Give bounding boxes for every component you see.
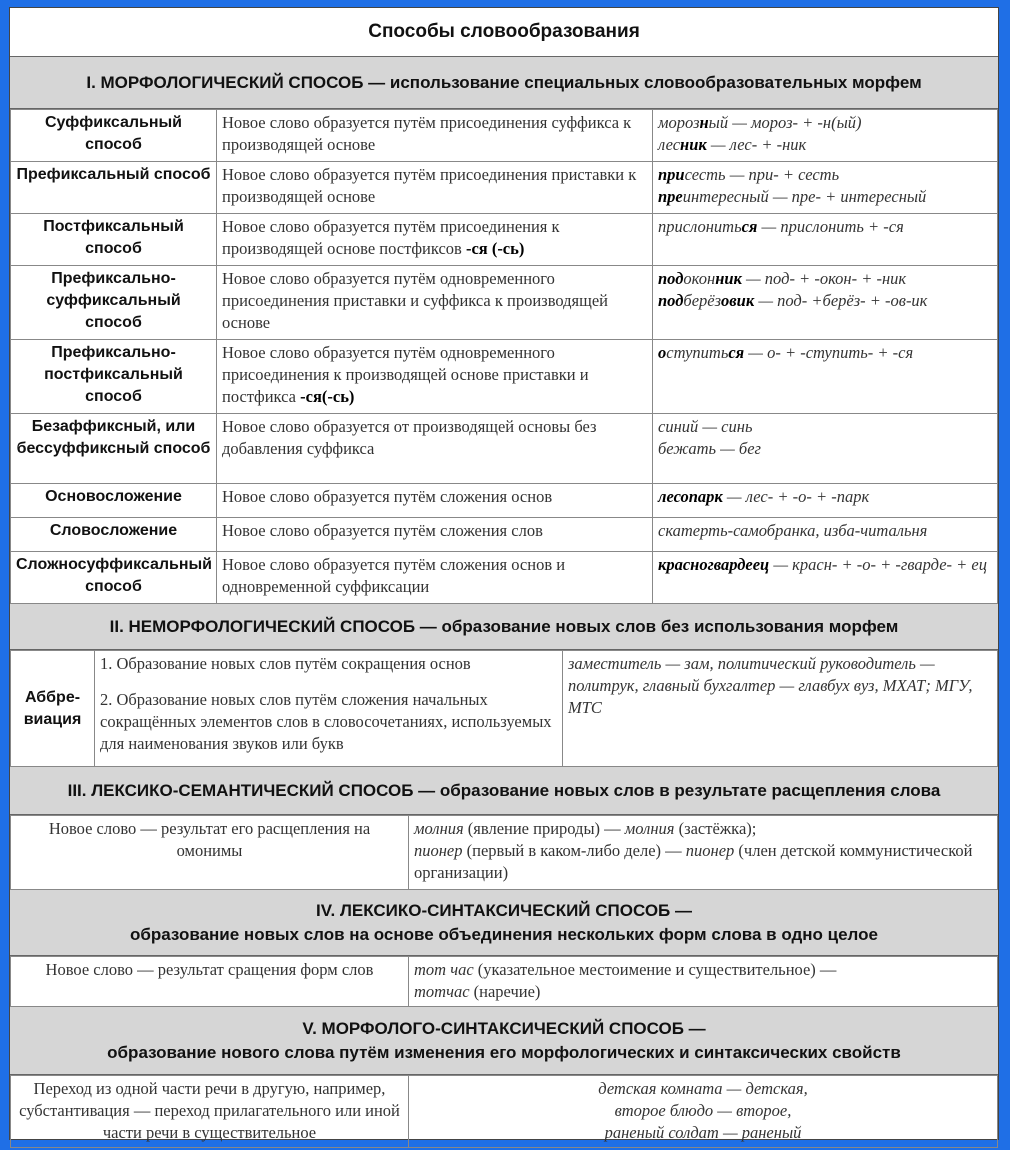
section-3-heading <box>10 767 998 815</box>
section-4-heading-line1: IV. ЛЕКСИКО-СИНТАКСИЧЕСКИЙ СПОСОБ — <box>316 900 692 920</box>
method-description: Новое слово — результат сращения форм слов <box>11 957 409 1007</box>
section-1-heading-bold: I. МОРФОЛОГИЧЕСКИЙ СПОСОБ <box>86 72 364 92</box>
method-example: морозный — мороз- + -н(ый) лесник — лес- + -ник <box>653 110 998 162</box>
method-description: Новое слово образуется путём присоединения к производящей основе постфиксов -ся (-сь) <box>217 214 653 266</box>
section-4-heading <box>10 890 998 956</box>
section-5-heading <box>10 1007 998 1075</box>
method-example: лесопарк — лес- + -о- + -парк <box>653 484 998 518</box>
section-5-heading-line2: образование нового слова путём изменения его морфологических и синтаксических свойств <box>107 1042 901 1062</box>
method-name: Словосложение <box>11 518 217 552</box>
method-description: 1. Образование новых слов путём сокращения основ 2. Образование новых слов путём сложения начальных сокращённых элементов слов в словосочетаниях, используемых для наименования звуков или букв <box>95 651 563 767</box>
method-name: Основосложение <box>11 484 217 518</box>
method-example: скатерть-самобранка, изба-читальня <box>653 518 998 552</box>
section-5-table <box>10 1075 998 1148</box>
method-description: Новое слово образуется от производящей основы без добавления суффикса <box>217 414 653 484</box>
section-1-table <box>10 109 998 604</box>
method-example: прислониться — прислонить + -ся <box>653 214 998 266</box>
table-row <box>11 484 998 518</box>
method-example: оступиться — о- + -ступить- + -ся <box>653 340 998 414</box>
method-name: Безаффиксный, или бессуффиксный способ <box>11 414 217 484</box>
table-row <box>11 266 998 340</box>
method-example: синий — синь бежать — бег <box>653 414 998 484</box>
table-row <box>11 414 998 484</box>
table-row <box>11 957 998 1007</box>
section-3-heading-bold: III. ЛЕКСИКО-СЕМАНТИЧЕСКИЙ СПОСОБ <box>67 780 414 800</box>
method-name: Постфиксальный способ <box>11 214 217 266</box>
method-example: присесть — при- + сесть преинтересный — пре- + интересный <box>653 162 998 214</box>
method-name: Суффиксальный способ <box>11 110 217 162</box>
section-3-table <box>10 815 998 890</box>
method-description: Переход из одной части речи в другую, например, субстантивация — переход прилагательного или иной части речи в существительное <box>11 1076 409 1148</box>
table-row <box>11 340 998 414</box>
method-description: Новое слово образуется путём присоединения приставки к производящей основе <box>217 162 653 214</box>
section-2-heading-rest: — образование новых слов без использования морфем <box>415 616 899 636</box>
method-description: Новое слово образуется путём сложения основ <box>217 484 653 518</box>
table-row <box>11 816 998 890</box>
table-row <box>11 162 998 214</box>
section-1-heading <box>10 57 998 109</box>
section-2-heading <box>10 604 998 650</box>
section-2-heading-bold: II. НЕМОРФОЛОГИЧЕСКИЙ СПОСОБ <box>109 616 416 636</box>
table-row <box>11 1076 998 1148</box>
method-example: подоконник — под- + -окон- + -ник подберёзовик — под- +берёз- + -ов-ик <box>653 266 998 340</box>
table-row <box>11 518 998 552</box>
method-description: Новое слово образуется путём одновременного присоединения приставки и суффикса к производящей основе <box>217 266 653 340</box>
method-description: Новое слово образуется путём присоединения суффикса к производящей основе <box>217 110 653 162</box>
table-row <box>11 110 998 162</box>
table-row <box>11 651 998 767</box>
table-row <box>11 214 998 266</box>
method-description: Новое слово образуется путём сложения основ и одновременной суффиксации <box>217 552 653 604</box>
method-example: красногвардеец — красн- + -о- + -гварде- + ец <box>653 552 998 604</box>
method-name: Префиксально-постфиксальный способ <box>11 340 217 414</box>
section-1-heading-rest: — использование специальных словообразовательных морфем <box>363 72 922 92</box>
method-example: тот час (указательное местоимение и существительное) — тотчас (наречие) <box>409 957 998 1007</box>
word-formation-sheet <box>9 7 999 1140</box>
method-description: Новое слово образуется путём сложения слов <box>217 518 653 552</box>
method-example: детская комната — детская, второе блюдо — второе, раненый солдат — раненый <box>409 1076 998 1148</box>
section-5-heading-line1: V. МОРФОЛОГО-СИНТАКСИЧЕСКИЙ СПОСОБ — <box>302 1018 706 1038</box>
method-example: заместитель — зам, политический руководитель — политрук, главный бухгалтер — главбух вуз, МХАТ; МГУ, МТС <box>563 651 998 767</box>
method-name: Префиксальный способ <box>11 162 217 214</box>
method-name: Сложносуффиксальный способ <box>11 552 217 604</box>
method-name: Аббре-виация <box>11 651 95 767</box>
table-row <box>11 552 998 604</box>
method-name: Префиксально-суффиксальный способ <box>11 266 217 340</box>
section-4-heading-line2: образование новых слов на основе объединения нескольких форм слова в одно целое <box>130 924 878 944</box>
method-description: Новое слово образуется путём одновременного присоединения к производящей основе приставки и постфикса -ся(-сь) <box>217 340 653 414</box>
section-2-table <box>10 650 998 767</box>
method-example: молния (явление природы) — молния (застёжка); пионер (первый в каком-либо деле) — пионер (член детской коммунистической организации) <box>409 816 998 890</box>
method-description: Новое слово — результат его расщепления на омонимы <box>11 816 409 890</box>
section-3-heading-rest: — образование новых слов в результате расщепления слова <box>413 780 941 800</box>
section-4-table <box>10 956 998 1007</box>
page-title: Способы словообразования <box>10 8 998 57</box>
